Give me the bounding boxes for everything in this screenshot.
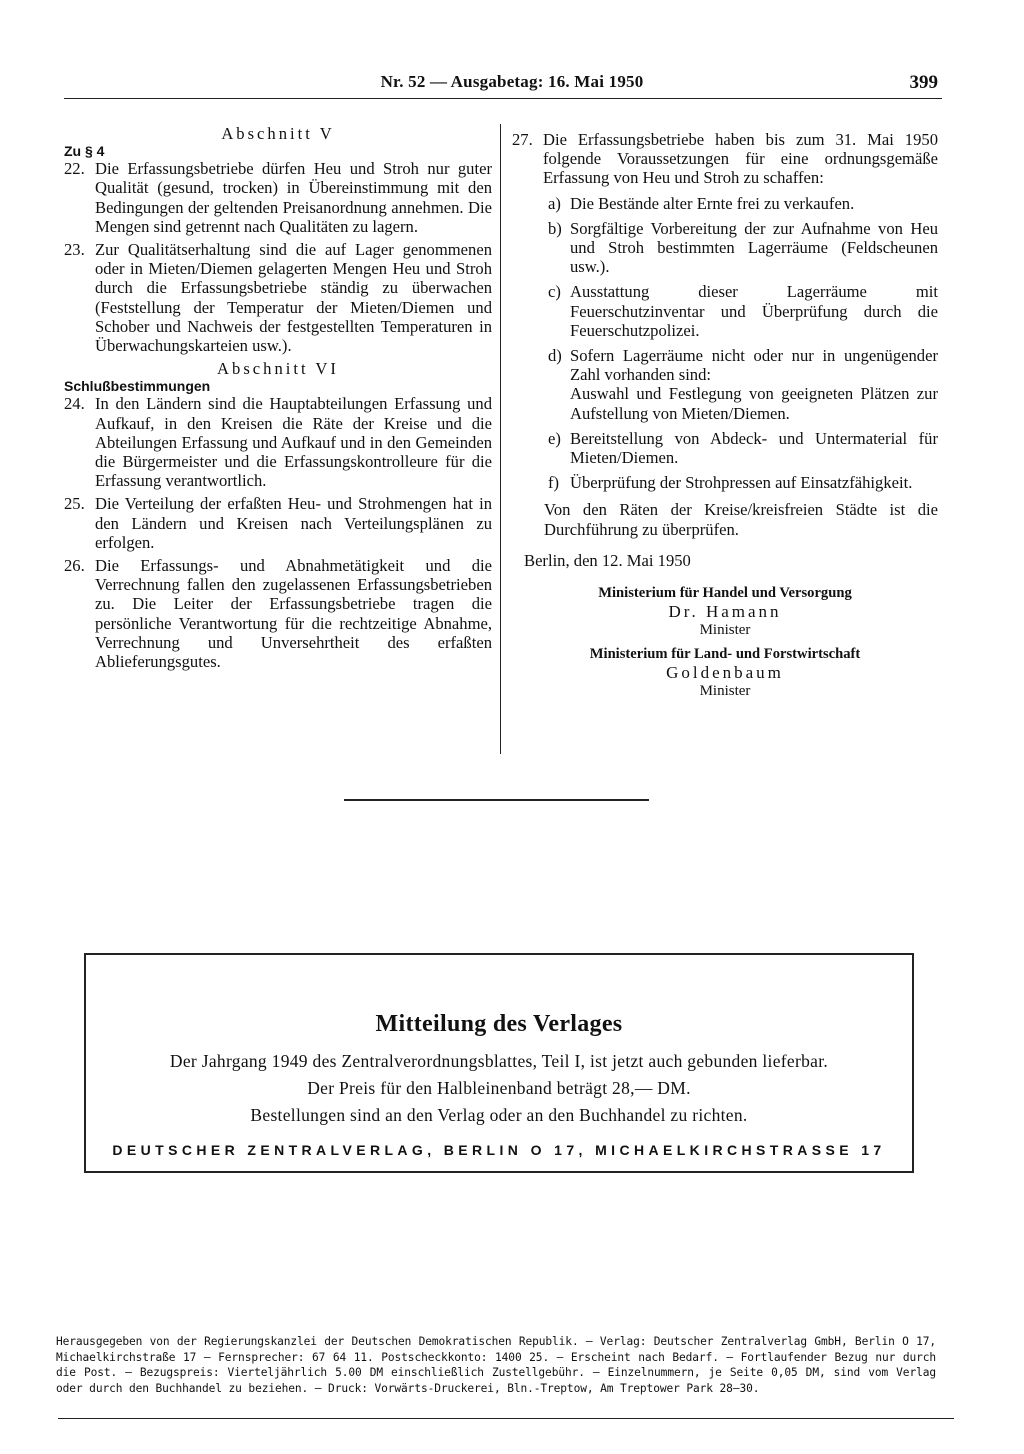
section-v-title: Abschnitt V — [221, 124, 335, 143]
list-marker: d) — [548, 346, 562, 366]
signature-role-1: Minister — [699, 622, 751, 639]
paragraph-22 — [64, 159, 492, 236]
list-marker: f) — [548, 473, 560, 493]
imprint: Herausgegeben von der Regierungskanzlei der Deutschen Demokratischen Republik. — Verlag: Deutscher Zentralverlag GmbH, Berlin O 17, Michaelkirchstraße 17 — Fernsprecher: 67 64 11. Postscheckkonto: 1400 25. — Erscheint nach Bedarf. — Fortlaufender Bezug nur durch die Post. — Bezugspreis: Vierteljährlich 5.00 DM einschließlich Zustellgebühr. — Einzelnummern, je Seite 0,05 DM, sind vom Verlag oder durch den Buchhandel zu beziehen. — Druck: Vorwärts-Druckerei, Bln.-Treptow, Am Treptower Park 28—30. — [56, 1335, 936, 1395]
section-v-subheading: Zu § 4 — [64, 143, 105, 160]
list-marker: e) — [548, 428, 561, 448]
paragraph-number: 25. — [64, 494, 85, 514]
publisher-notice-box — [84, 953, 914, 1173]
list-marker: b) — [548, 218, 562, 238]
paragraph-24 — [64, 394, 492, 490]
closing-paragraph: Von den Räten der Kreise/kreisfreien Städte ist die Durchführung zu überprüfen. — [544, 500, 938, 539]
list-item-f — [548, 473, 938, 492]
signature-name-1: Dr. Hamann — [668, 602, 782, 622]
footer-rule — [58, 1418, 954, 1419]
paragraph-text: Die Verteilung der erfaßten Heu- und Strohmengen hat in den Ländern und Kreisen nach Verteilungsplänen zu erfolgen. — [95, 494, 492, 552]
paragraph-text: Die Erfassungsbetriebe dürfen Heu und Stroh nur guter Qualität (gesund, trocken) in Übereinstimmung mit den Bedingungen der geltenden Preisanordnung annehmen. Die Mengen sind getrennt nach Qualitäten zu lagern. — [95, 159, 492, 236]
notice-line-2: Der Preis für den Halbleinenband beträgt 28,— DM. — [307, 1078, 691, 1098]
publisher-address: DEUTSCHER ZENTRALVERLAG, BERLIN O 17, MICHAELKIRCHSTRASSE 17 — [112, 1142, 886, 1158]
signature-name-2: Goldenbaum — [666, 663, 784, 683]
paragraph-text: Die Erfassungs- und Abnahmetätigkeit und die Verrechnung fallen den zugelassenen Erfassungsbetrieben zu. Die Leiter der Erfassungsbetriebe tragen die persönliche Verantwortung für die rechtzeitige Abnahme, Verrechnung und Unversehrtheit des erfaßten Ablieferungsgutes. — [95, 556, 492, 672]
list-item-c — [548, 282, 938, 340]
column-divider — [500, 124, 501, 754]
list-text: Überprüfung der Strohpressen auf Einsatzfähigkeit. — [570, 473, 913, 493]
notice-line-3: Bestellungen sind an den Verlag oder an den Buchhandel zu richten. — [250, 1105, 748, 1125]
signature-ministry-2: Ministerium für Land- und Forstwirtschaft — [589, 646, 861, 663]
notice-line-1: Der Jahrgang 1949 des Zentralverordnungsblattes, Teil I, ist jetzt auch gebunden lieferbar. — [169, 1051, 829, 1071]
place-date: Berlin, den 12. Mai 1950 — [524, 550, 691, 570]
paragraph-25 — [64, 494, 492, 552]
left-column — [64, 124, 492, 675]
paragraph-number: 26. — [64, 556, 85, 576]
list-text: Sorgfältige Vorbereitung der zur Aufnahme von Heu und Stroh bestimmten Lagerräume (Feldscheunen usw.). — [570, 218, 938, 277]
paragraph-23 — [64, 240, 492, 355]
separator-rule — [344, 799, 649, 801]
list-item-b — [548, 219, 938, 277]
right-column — [512, 130, 938, 700]
paragraph-27 — [512, 130, 938, 188]
list-item-a — [548, 194, 938, 213]
paragraph-text: Zur Qualitätserhaltung sind die auf Lager genommenen oder in Mieten/Diemen gelagerten Mengen Heu und Stroh durch die Erfassungsbetriebe ständig zu überwachen (Feststellung der Temperatur der Mieten/Diemen und Schober und Nachweis der festgestellten Temperaturen in Überwachungskarteien usw.). — [95, 240, 492, 356]
signature-role-2: Minister — [699, 683, 751, 700]
header-rule — [64, 98, 942, 99]
list-text: Ausstattung dieser Lagerräume mit Feuerschutzinventar und Überprüfung durch die Feuerschutzpolizei. — [570, 282, 938, 340]
paragraph-text: In den Ländern sind die Hauptabteilungen Erfassung und Aufkauf, in den Kreisen die Räte der Kreise und die Abteilungen Erfassung und Aufkauf und in den Gemeinden die Bürgermeister und die Erfassungskontrolleure für die Erfassung verantwortlich. — [95, 394, 492, 491]
list-item-d-continuation: Auswahl und Festlegung von geeigneten Plätzen zur Aufstellung von Mieten/Diemen. — [570, 384, 938, 423]
paragraph-number: 22. — [64, 159, 85, 179]
running-head: Nr. 52 — Ausgabetag: 16. Mai 1950 — [380, 72, 644, 91]
list-item-d — [548, 346, 938, 384]
list-item-e — [548, 429, 938, 467]
list-text: Bereitstellung von Abdeck- und Untermaterial für Mieten/Diemen. — [570, 428, 938, 468]
list-marker: a) — [548, 193, 561, 213]
notice-title: Mitteilung des Verlages — [375, 1011, 623, 1037]
list-text: Sofern Lagerräume nicht oder nur in ungenügender Zahl vorhanden sind: — [570, 346, 938, 385]
section-vi-subheading: Schlußbestimmungen — [64, 378, 211, 395]
paragraph-number: 23. — [64, 240, 85, 260]
section-vi-title: Abschnitt VI — [217, 359, 339, 379]
paragraph-text: Die Erfassungsbetriebe haben bis zum 31. Mai 1950 folgende Voraussetzungen für eine ordnungsgemäße Erfassung von Heu und Stroh zu schaffen: — [543, 130, 938, 188]
page-number: 399 — [909, 72, 938, 93]
paragraph-number: 27. — [512, 130, 533, 149]
list-marker: c) — [548, 282, 561, 302]
paragraph-number: 24. — [64, 394, 85, 414]
signature-ministry-1: Ministerium für Handel und Versorgung — [598, 585, 852, 602]
paragraph-26 — [64, 556, 492, 671]
list-text: Die Bestände alter Ernte frei zu verkaufen. — [570, 193, 855, 213]
